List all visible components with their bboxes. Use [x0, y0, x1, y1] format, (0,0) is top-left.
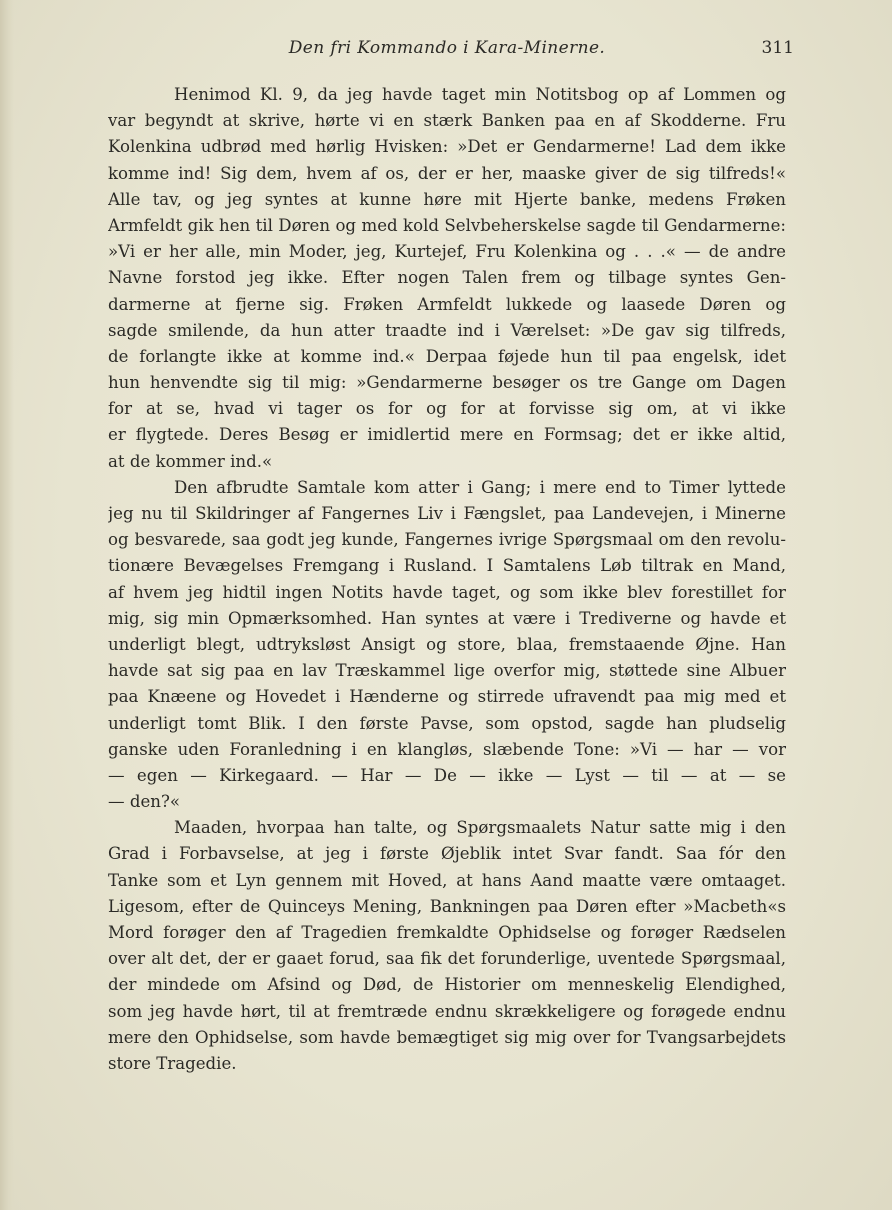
text-line: jeg nu til Skildringer af Fangernes Liv i Fængslet, paa Landevejen, i Minerne: [108, 504, 786, 523]
text-line: Grad i Forbavselse, at jeg i første Øjeblik intet Svar fandt. Saa fór den: [108, 844, 786, 864]
text-line: Alle tav, og jeg syntes at kunne høre mit Hjerte banke, medens Frøken: [108, 189, 786, 209]
text-line: Henimod Kl. 9, da jeg havde taget min Notitsbog op af Lommen og: [174, 85, 786, 104]
text-line: paa Knæene og Hovedet i Hænderne og stirrede ufravendt paa mig med et: [108, 687, 786, 707]
text-line: hun henvendte sig til mig: »Gendarmerne besøger os tre Gange om Dagen: [108, 373, 786, 393]
text-line: de forlangte ikke at komme ind.« Derpaa føjede hun til paa engelsk, idet: [108, 346, 786, 366]
text-line: Tanke som et Lyn gennem mit Hoved, at hans Aand maatte være omtaaget.: [108, 870, 786, 890]
text-line: er flygtede. Deres Besøg er imidlertid mere en Formsag; det er ikke altid,: [108, 425, 786, 445]
text-line: komme ind! Sig dem, hvem af os, der er her, maaske giver de sig tilfreds!«: [108, 163, 786, 183]
text-line: Kolenkina udbrød med hørlig Hvisken: »Det er Gendarmerne! Lad dem ikke: [108, 137, 786, 157]
text-line: Armfeldt gik hen til Døren og med kold Selvbeherskelse sagde til Gendarmerne:: [108, 215, 786, 235]
text-line: — egen — Kirkegaard. — Har — De — ikke — Lyst — til — at — se: [108, 765, 786, 785]
text-line: Ligesom, efter de Quinceys Mening, Bankningen paa Døren efter »Macbeth«s: [108, 896, 786, 916]
running-title: Den fri Kommando i Kara-Minerne.: [288, 38, 606, 58]
text-line: at de kommer ind.«: [108, 451, 273, 471]
text-line: underligt tomt Blik. I den første Pavse, som opstod, sagde han pludselig: [108, 713, 786, 733]
text-line: over alt det, der er gaaet forud, saa fik det forunderlige, uventede Spørgsmaal,: [108, 949, 786, 969]
body-text: [108, 82, 786, 1077]
text-line: Den afbrudte Samtale kom atter i Gang; i mere end to Timer lyttede: [174, 477, 786, 497]
text-line: Navne forstod jeg ikke. Efter nogen Talen frem og tilbage syntes Gen-: [108, 268, 786, 288]
text-line: tionære Bevægelses Fremgang i Rusland. I Samtalens Løb tiltrak en Mand,: [108, 556, 786, 576]
text-line: — den?«: [108, 792, 181, 812]
text-line: der mindede om Afsind og Død, de Historier om menneskelig Elendighed,: [108, 975, 786, 995]
text-line: store Tragedie.: [108, 1053, 237, 1073]
text-line: ganske uden Foranledning i en klangløs, slæbende Tone: »Vi — har — vor: [108, 739, 786, 759]
text-line: Mord forøger den af Tragedien fremkaldte Ophidselse og forøger Rædselen: [108, 923, 786, 942]
page-binding-edge: [0, 0, 14, 1210]
running-head: [108, 38, 794, 62]
page-number: 311: [761, 38, 794, 58]
text-line: var begyndt at skrive, hørte vi en stærk Banken paa en af Skodderne. Fru: [108, 111, 786, 131]
text-line: mere den Ophidselse, som havde bemægtiget sig mig over for Tvangsarbejdets: [108, 1027, 786, 1047]
text-line: sagde smilende, da hun atter traadte ind i Værelset: »De gav sig tilfreds,: [108, 320, 786, 340]
text-line: havde sat sig paa en lav Træskammel lige overfor mig, støttede sine Albuer: [108, 661, 786, 681]
text-line: af hvem jeg hidtil ingen Notits havde taget, og som ikke blev forestillet for: [108, 582, 786, 602]
text-line: underligt blegt, udtryksløst Ansigt og store, blaa, fremstaaende Øjne. Han: [108, 634, 786, 654]
text-line: »Vi er her alle, min Moder, jeg, Kurtejef, Fru Kolenkina og . . .« — de andre: [108, 242, 786, 262]
text-line: som jeg havde hørt, til at fremtræde endnu skrækkeligere og forøgede endnu: [108, 1001, 786, 1021]
text-line: Maaden, hvorpaa han talte, og Spørgsmaalets Natur satte mig i den: [174, 818, 786, 838]
text-line: og besvarede, saa godt jeg kunde, Fangernes ivrige Spørgsmaal om den revolu-: [108, 530, 786, 550]
text-line: for at se, hvad vi tager os for og for at forvisse sig om, at vi ikke: [108, 399, 786, 419]
text-line: darmerne at fjerne sig. Frøken Armfeldt lukkede og laasede Døren og: [108, 294, 786, 314]
text-line: mig, sig min Opmærksomhed. Han syntes at være i Trediverne og havde et: [108, 608, 786, 628]
